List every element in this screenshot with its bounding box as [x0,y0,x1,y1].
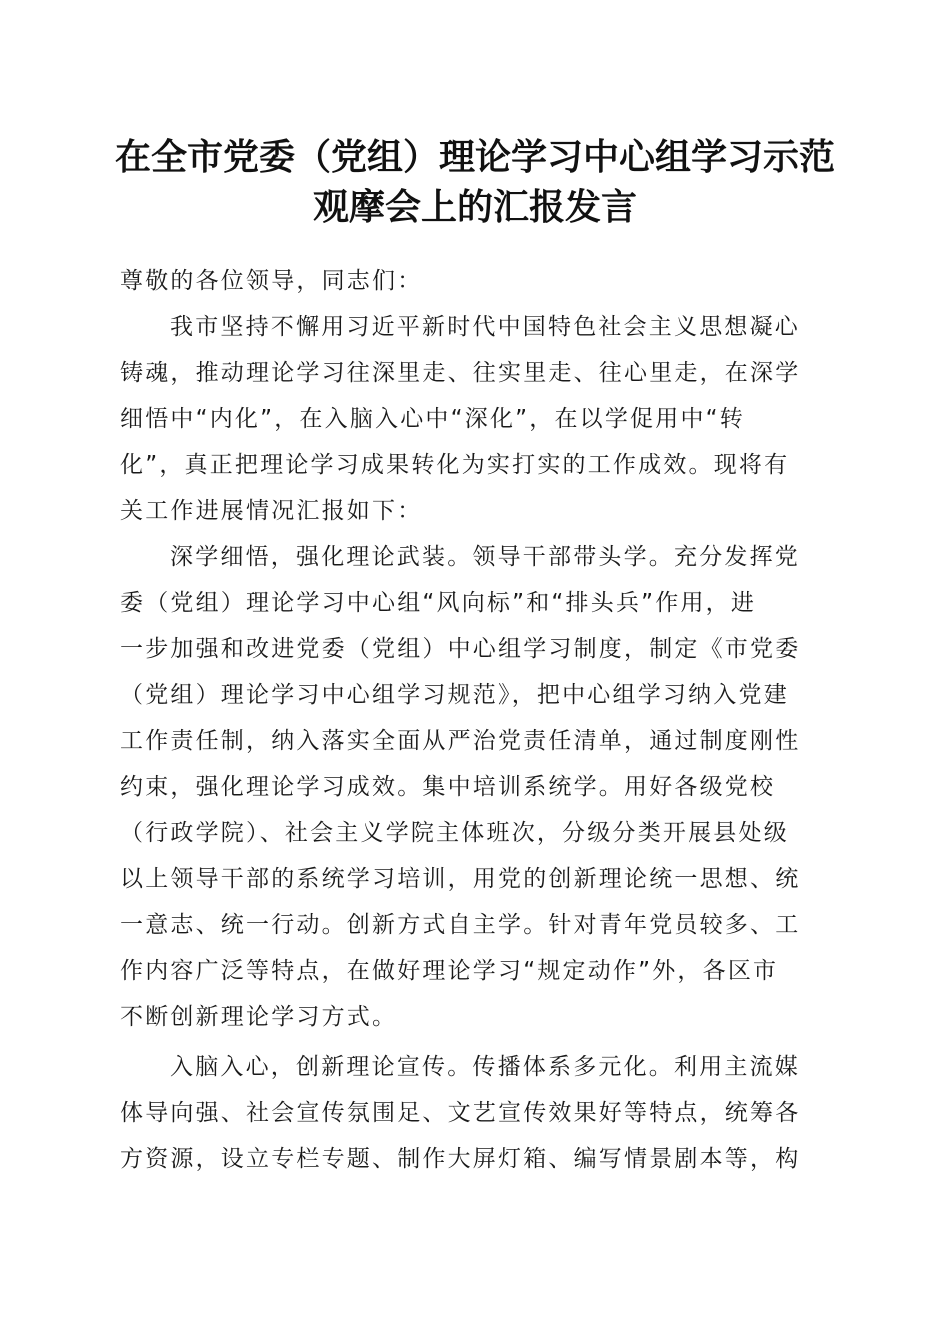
paragraph-intro [120,304,840,534]
document-title [110,132,840,232]
paragraph-line: 深学细悟，强化理论武装。领导干部带头学。充分发挥党 [170,544,800,570]
document-body [120,258,840,1182]
paragraph-line: 不断创新理论学习方式。 [120,1004,398,1030]
paragraph-line: 入脑入心，创新理论宣传。传播体系多元化。利用主流媒 [170,1054,800,1080]
paragraph-line: （行政学院）、社会主义学院主体班次，分级分类开展县处级 [120,820,789,846]
paragraph-line: 我市坚持不懈用习近平新时代中国特色社会主义思想凝心 [170,314,800,340]
paragraph-line: 以上领导干部的系统学习培训，用党的创新理论统一思想、统 [120,866,801,892]
paragraph-line: （党组）理论学习中心组学习规范》，把中心组学习纳入党建 [120,682,789,708]
paragraph-line: 工作责任制，纳入落实全面从严治党责任清单，通过制度刚性 [120,728,801,754]
title-line-2: 观摩会上的汇报发言 [312,186,637,228]
paragraph-line: 细悟中“内化”，在入脑入心中“深化”，在以学促用中“转 [120,406,745,432]
paragraph-line: 作内容广泛等特点，在做好理论学习“规定动作”外，各区市 [120,958,779,984]
paragraph-line: 体导向强、社会宣传氛围足、文艺宣传效果好等特点，统筹各 [120,1100,801,1126]
paragraph-line: 一步加强和改进党委（党组）中心组学习制度，制定《市党委 [120,636,801,662]
salutation: 尊敬的各位领导，同志们： [120,268,423,294]
paragraph-line: 化”，真正把理论学习成果转化为实打实的工作成效。现将有 [120,452,790,478]
title-line-1: 在全市党委（党组）理论学习中心组学习示范 [114,136,835,178]
paragraph-theory-study [120,534,840,1040]
paragraph-line: 一意志、统一行动。创新方式自主学。针对青年党员较多、工 [120,912,801,938]
paragraph-line: 约束，强化理论学习成效。集中培训系统学。用好各级党校 [120,774,776,800]
paragraph-line: 铸魂，推动理论学习往深里走、往实里走、往心里走，在深学 [120,360,801,386]
paragraph-line: 方资源，设立专栏专题、制作大屏灯箱、编写情景剧本等，构 [120,1146,801,1172]
paragraph-theory-publicity [120,1044,840,1182]
paragraph-line: 关工作进展情况汇报如下： [120,498,423,524]
paragraph-line: 委（党组）理论学习中心组“风向标”和“排头兵”作用，进 [120,590,757,616]
